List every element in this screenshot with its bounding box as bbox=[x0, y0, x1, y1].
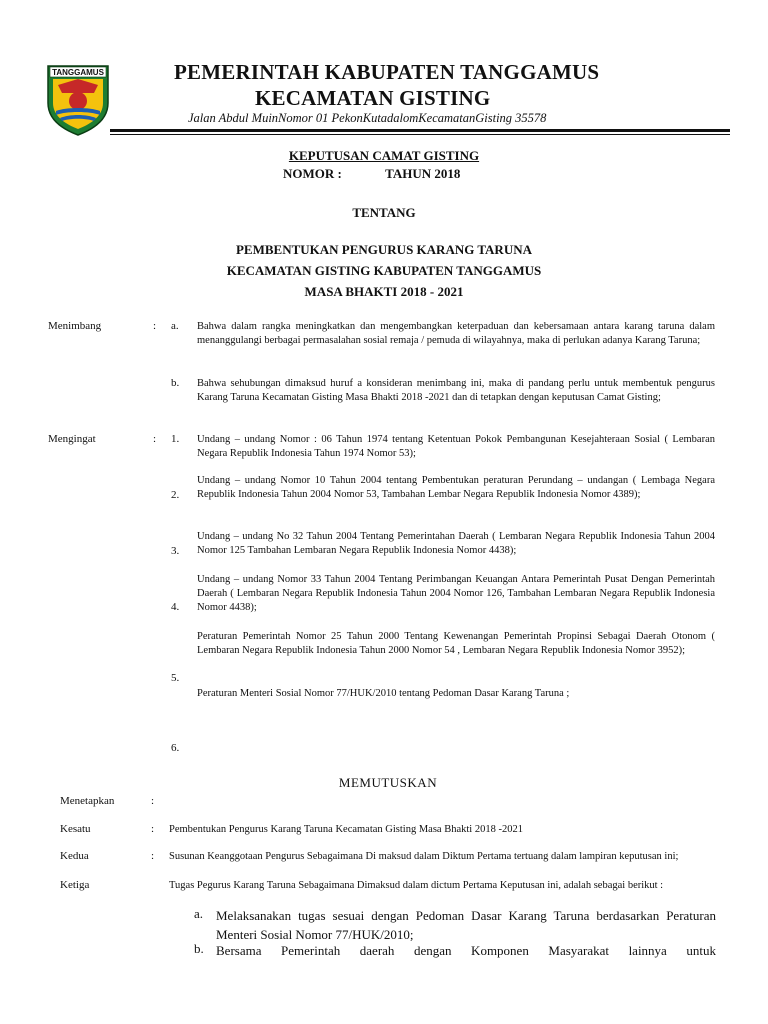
decree-number-label: NOMOR : bbox=[283, 166, 342, 181]
decree-number-line bbox=[283, 166, 460, 182]
mengingat-item-4: Undang – undang Nomor 33 Tahun 2004 Tentang Perimbangan Keuangan Antara Pemerintah Pusat Dengan Pemerintah Daerah ( Lembaran Negara Republik Indonesia Tahun 2004 Nomor 126, Tambahan Lembaran Negara Republik Indonesia Nomor 4438); bbox=[197, 574, 715, 613]
menetapkan-colon: : bbox=[151, 795, 155, 807]
mengingat-number-1: 1. bbox=[171, 433, 180, 445]
mengingat-number-6: 6. bbox=[171, 742, 180, 754]
mengingat-item-2: Undang – undang Nomor 10 Tahun 2004 tentang Pembentukan peraturan Perundang – undangan ( Lembaga Negara Republik Indonesia Tahun 2004 Nomor 53, Tambahan Lembar Negara Republik Indonesia Nomor 4389); bbox=[197, 475, 715, 500]
letterhead-divider-thin bbox=[110, 134, 730, 135]
menimbang-label: Menimbang bbox=[48, 320, 102, 332]
mengingat-item-1: Undang – undang Nomor : 06 Tahun 1974 tentang Ketentuan Pokok Pembangunan Kesejahteraan Sosial ( Lembaran Negara Republik Indonesia Tahun 1974 Nomor 53); bbox=[197, 434, 715, 459]
menimbang-marker-a: a. bbox=[171, 320, 179, 332]
letterhead-address: Jalan Abdul MuinNomor 01 PekonKutadalomKecamatanGisting 35578 bbox=[188, 111, 547, 125]
mengingat-item-3: Undang – undang No 32 Tahun 2004 Tentang Pemerintahan Daerah ( Lembaran Negara Republik Indonesia Tahun 2004 Nomor 125 Tambahan Lembaran Negara Republik Indonesia Nomor 4438); bbox=[197, 531, 715, 556]
mengingat-number-4: 4. bbox=[171, 601, 180, 613]
kesatu-colon: : bbox=[151, 823, 155, 835]
subject-line-2: KECAMATAN GISTING KABUPATEN TANGGAMUS bbox=[226, 263, 542, 278]
kesatu-label: Kesatu bbox=[60, 823, 91, 835]
decree-year: TAHUN 2018 bbox=[385, 166, 461, 181]
letterhead-regency: PEMERINTAH KABUPATEN TANGGAMUS bbox=[174, 60, 600, 84]
mengingat-number-2: 2. bbox=[171, 489, 180, 501]
menimbang-item-a: Bahwa dalam rangka meningkatkan dan mengembangkan keterpaduan dan kebersamaan antara karang taruna dalam menanggulangi berbagai permasalahan sosial remaja / pemuda di wilayahnya, maka di perlukan adanya Karang Taruna; bbox=[197, 321, 715, 346]
about-heading: TENTANG bbox=[352, 205, 416, 220]
menetapkan-label: Menetapkan bbox=[60, 795, 115, 807]
crest-banner-text: TANGGAMUS bbox=[52, 68, 104, 77]
decree-title: KEPUTUSAN CAMAT GISTING bbox=[288, 148, 480, 163]
menimbang-colon: : bbox=[153, 320, 157, 332]
subject-line-1: PEMBENTUKAN PENGURUS KARANG TARUNA bbox=[235, 242, 532, 257]
task-marker-b: b. bbox=[194, 941, 204, 956]
kedua-text: Susunan Keanggotaan Pengurus Sebagaimana Di maksud dalam Diktum Pertama tertuang dalam lampiran keputusan ini; bbox=[169, 851, 679, 862]
mengingat-number-3: 3. bbox=[171, 545, 180, 557]
ketiga-label: Ketiga bbox=[60, 879, 90, 891]
mengingat-item-5: Peraturan Pemerintah Nomor 25 Tahun 2000 Tentang Kewenangan Pemerintah Propinsi Sebagai Daerah Otonom ( Lembaran Negara Republik Indonesia Tahun 2000 Nomor 54 , Lembaran Negara Republik Indonesia Nomor 3952); bbox=[197, 631, 715, 656]
task-item-b: Bersama Pemerintah daerah dengan Komponen Masyarakat lainnya untuk bbox=[216, 943, 716, 958]
mengingat-number-5: 5. bbox=[171, 672, 180, 684]
letterhead-divider-thick bbox=[110, 129, 730, 132]
mengingat-colon: : bbox=[153, 433, 157, 445]
mengingat-item-6: Peraturan Menteri Sosial Nomor 77/HUK/2010 tentang Pedoman Dasar Karang Taruna ; bbox=[197, 688, 570, 699]
memutuskan-heading: MEMUTUSKAN bbox=[338, 775, 438, 790]
mengingat-label: Mengingat bbox=[48, 433, 96, 445]
ketiga-text: Tugas Pegurus Karang Taruna Sebagaimana Dimaksud dalam dictum Pertama Keputusan ini, adalah sebagai berikut : bbox=[169, 880, 664, 891]
subject-line-3: MASA BHAKTI 2018 - 2021 bbox=[304, 284, 464, 299]
kesatu-text: Pembentukan Pengurus Karang Taruna Kecamatan Gisting Masa Bhakti 2018 -2021 bbox=[169, 824, 523, 835]
regency-crest-logo bbox=[44, 63, 112, 137]
menimbang-marker-b: b. bbox=[171, 377, 180, 389]
letterhead-district: KECAMATAN GISTING bbox=[255, 86, 491, 110]
kedua-colon: : bbox=[151, 850, 155, 862]
task-item-a: Melaksanakan tugas sesuai dengan Pedoman Dasar Karang Taruna berdasarkan Peraturan Menteri Sosial Nomor 77/HUK/2010; bbox=[216, 908, 716, 942]
kedua-label: Kedua bbox=[60, 850, 89, 862]
menimbang-item-b: Bahwa sehubungan dimaksud huruf a konsideran menimbang ini, maka di pandang perlu untuk membentuk pengurus Karang Taruna Kecamatan Gisting Masa Bhakti 2018 -2021 dan di tetapkan dengan keputusan Camat Gisting; bbox=[197, 378, 715, 403]
task-marker-a: a. bbox=[194, 906, 204, 921]
